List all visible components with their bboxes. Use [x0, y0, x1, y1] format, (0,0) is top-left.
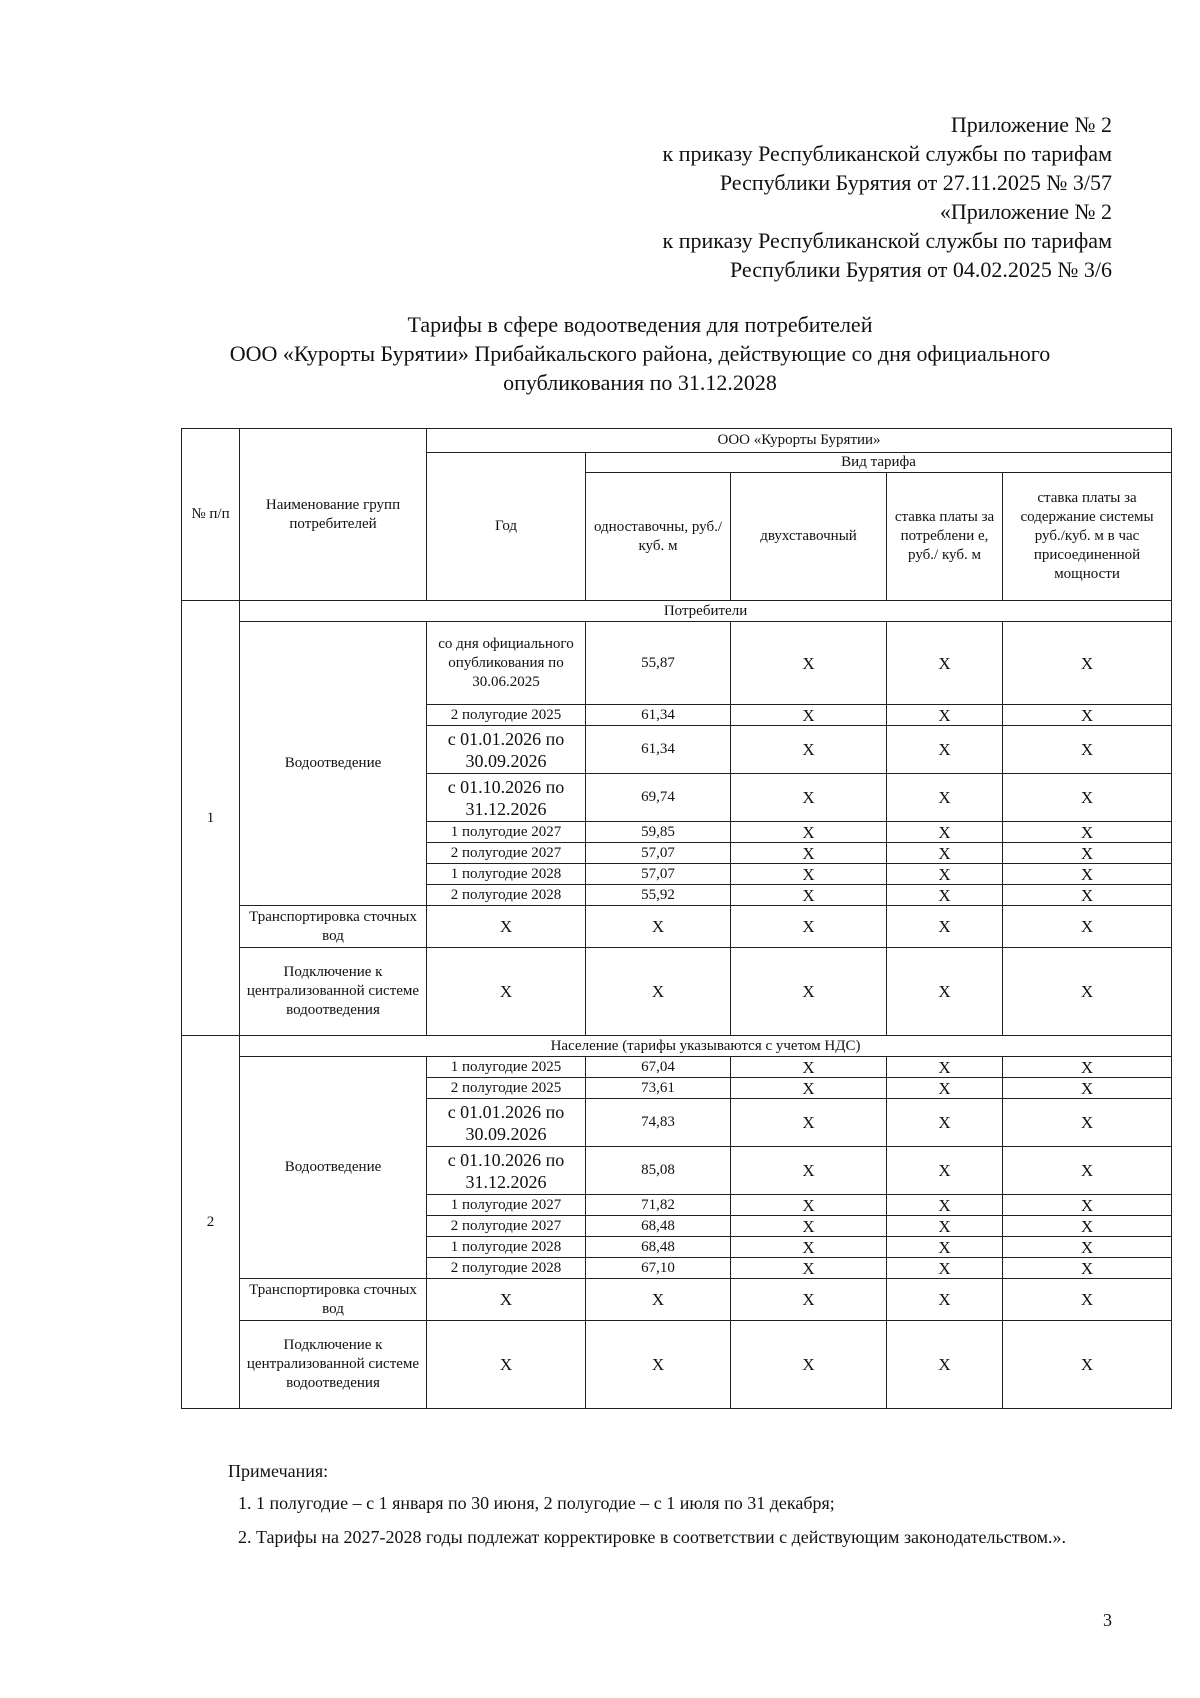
period-cell: с 01.01.2026 по 30.09.2026 [427, 1099, 586, 1147]
notes-title: Примечания: [228, 1461, 329, 1481]
not-applicable-mark: Х [427, 1279, 586, 1321]
period-cell: с 01.01.2026 по 30.09.2026 [427, 726, 586, 774]
not-applicable-mark: Х [427, 1321, 586, 1409]
not-applicable-mark: Х [1003, 906, 1172, 948]
not-applicable-mark: Х [887, 864, 1003, 885]
col-group-header: Наименование групп потребителей [240, 429, 427, 601]
not-applicable-mark: Х [1003, 1321, 1172, 1409]
not-applicable-mark: Х [1003, 864, 1172, 885]
service-name: Водоотведение [240, 622, 427, 906]
not-applicable-mark: Х [887, 726, 1003, 774]
not-applicable-mark: Х [731, 885, 887, 906]
section-title: Население (тарифы указываются с учетом НДС) [240, 1036, 1172, 1057]
not-applicable-mark: Х [1003, 726, 1172, 774]
single-rate-cell: 67,04 [586, 1057, 731, 1078]
not-applicable-mark: Х [1003, 843, 1172, 864]
transport-service-name: Транспортировка сточных вод [240, 1279, 427, 1321]
single-rate-cell: 57,07 [586, 843, 731, 864]
not-applicable-mark: Х [731, 622, 887, 705]
not-applicable-mark: Х [586, 1279, 731, 1321]
single-rate-cell: 61,34 [586, 726, 731, 774]
not-applicable-mark: Х [586, 906, 731, 948]
period-cell: 1 полугодие 2027 [427, 1195, 586, 1216]
col-single-header: одноставочны, руб./ куб. м [586, 473, 731, 601]
single-rate-cell: 68,48 [586, 1237, 731, 1258]
not-applicable-mark: Х [731, 1321, 887, 1409]
not-applicable-mark: Х [731, 1258, 887, 1279]
single-rate-cell: 67,10 [586, 1258, 731, 1279]
single-rate-cell: 85,08 [586, 1147, 731, 1195]
not-applicable-mark: Х [427, 906, 586, 948]
col-consumption-header: ставка платы за потреблени е, руб./ куб. м [887, 473, 1003, 601]
not-applicable-mark: Х [887, 1258, 1003, 1279]
period-cell: 2 полугодие 2025 [427, 705, 586, 726]
not-applicable-mark: Х [1003, 885, 1172, 906]
section-title: Потребители [240, 601, 1172, 622]
org-header: ООО «Курорты Бурятии» [427, 429, 1172, 453]
header-line: «Приложение № 2 [939, 199, 1112, 224]
not-applicable-mark: Х [731, 1216, 887, 1237]
not-applicable-mark: Х [887, 843, 1003, 864]
not-applicable-mark: Х [887, 622, 1003, 705]
not-applicable-mark: Х [1003, 1237, 1172, 1258]
section-number: 1 [182, 601, 240, 1036]
not-applicable-mark: Х [586, 948, 731, 1036]
not-applicable-mark: Х [1003, 1057, 1172, 1078]
section-number: 2 [182, 1036, 240, 1409]
not-applicable-mark: Х [731, 1279, 887, 1321]
not-applicable-mark: Х [887, 906, 1003, 948]
single-rate-cell: 61,34 [586, 705, 731, 726]
period-cell: 1 полугодие 2028 [427, 864, 586, 885]
not-applicable-mark: Х [1003, 1195, 1172, 1216]
notes-section [228, 1457, 1163, 1557]
col-maintenance-header: ставка платы за содержание системы руб./куб. м в час присоединенной мощности [1003, 473, 1172, 601]
not-applicable-mark: Х [731, 1078, 887, 1099]
not-applicable-mark: Х [887, 1078, 1003, 1099]
not-applicable-mark: Х [427, 948, 586, 1036]
period-cell: с 01.10.2026 по 31.12.2026 [427, 774, 586, 822]
not-applicable-mark: Х [887, 1057, 1003, 1078]
not-applicable-mark: Х [1003, 774, 1172, 822]
not-applicable-mark: Х [731, 705, 887, 726]
tariff-kind-header: Вид тарифа [586, 453, 1172, 473]
transport-service-name: Транспортировка сточных вод [240, 906, 427, 948]
header-line: к приказу Республиканской службы по тарифам [662, 141, 1112, 166]
period-cell: 2 полугодие 2025 [427, 1078, 586, 1099]
appendix-header [663, 110, 1112, 284]
not-applicable-mark: Х [887, 1321, 1003, 1409]
not-applicable-mark: Х [1003, 948, 1172, 1036]
not-applicable-mark: Х [731, 1099, 887, 1147]
document-title [0, 310, 1200, 397]
single-rate-cell: 57,07 [586, 864, 731, 885]
header-line: к приказу Республиканской службы по тарифам [662, 228, 1112, 253]
period-cell: 2 полугодие 2028 [427, 1258, 586, 1279]
not-applicable-mark: Х [731, 906, 887, 948]
note-item: 1. 1 полугодие – с 1 января по 30 июня, 2 полугодие – с 1 июля по 31 декабря; [256, 1489, 1163, 1517]
period-cell: с 01.10.2026 по 31.12.2026 [427, 1147, 586, 1195]
single-rate-cell: 73,61 [586, 1078, 731, 1099]
header-line: Республики Бурятия от 27.11.2025 № 3/57 [719, 170, 1112, 195]
not-applicable-mark: Х [887, 948, 1003, 1036]
not-applicable-mark: Х [731, 843, 887, 864]
col-year-header: Год [427, 453, 586, 601]
not-applicable-mark: Х [731, 774, 887, 822]
note-item: 2. Тарифы на 2027-2028 годы подлежат корректировке в соответствии с действующим законодательством.». [256, 1523, 1163, 1551]
not-applicable-mark: Х [887, 1147, 1003, 1195]
not-applicable-mark: Х [887, 705, 1003, 726]
period-cell: 2 полугодие 2028 [427, 885, 586, 906]
single-rate-cell: 74,83 [586, 1099, 731, 1147]
service-name: Водоотведение [240, 1057, 427, 1279]
single-rate-cell: 59,85 [586, 822, 731, 843]
title-line: Тарифы в сфере водоотведения для потребителей [407, 312, 873, 337]
period-cell: со дня официального опубликования по 30.06.2025 [427, 622, 586, 705]
single-rate-cell: 69,74 [586, 774, 731, 822]
tariff-row [182, 1057, 1172, 1078]
not-applicable-mark: Х [731, 822, 887, 843]
title-line: ООО «Курорты Бурятии» Прибайкальского района, действующие со дня официального [229, 341, 1051, 366]
not-applicable-mark: Х [1003, 1258, 1172, 1279]
header-line: Приложение № 2 [950, 112, 1112, 137]
single-rate-cell: 68,48 [586, 1216, 731, 1237]
title-line: опубликования по 31.12.2028 [503, 370, 777, 395]
single-rate-cell: 71,82 [586, 1195, 731, 1216]
not-applicable-mark: Х [1003, 622, 1172, 705]
period-cell: 2 полугодие 2027 [427, 1216, 586, 1237]
not-applicable-mark: Х [1003, 1216, 1172, 1237]
not-applicable-mark: Х [887, 1195, 1003, 1216]
period-cell: 1 полугодие 2025 [427, 1057, 586, 1078]
period-cell: 1 полугодие 2028 [427, 1237, 586, 1258]
not-applicable-mark: Х [1003, 1279, 1172, 1321]
not-applicable-mark: Х [1003, 1078, 1172, 1099]
col-num-header: № п/п [182, 429, 240, 601]
not-applicable-mark: Х [731, 948, 887, 1036]
not-applicable-mark: Х [731, 1195, 887, 1216]
connection-service-name: Подключение к централизованной системе водоотведения [240, 948, 427, 1036]
not-applicable-mark: Х [887, 774, 1003, 822]
tariff-table [181, 428, 1172, 1409]
not-applicable-mark: Х [887, 1237, 1003, 1258]
not-applicable-mark: Х [1003, 705, 1172, 726]
connection-service-name: Подключение к централизованной системе водоотведения [240, 1321, 427, 1409]
not-applicable-mark: Х [586, 1321, 731, 1409]
period-cell: 1 полугодие 2027 [427, 822, 586, 843]
not-applicable-mark: Х [731, 726, 887, 774]
not-applicable-mark: Х [731, 1147, 887, 1195]
header-line: Республики Бурятия от 04.02.2025 № 3/6 [729, 257, 1112, 282]
not-applicable-mark: Х [1003, 822, 1172, 843]
not-applicable-mark: Х [1003, 1147, 1172, 1195]
not-applicable-mark: Х [731, 864, 887, 885]
single-rate-cell: 55,87 [586, 622, 731, 705]
col-double-header: двухставочный [731, 473, 887, 601]
page-number: 3 [1103, 1610, 1112, 1630]
not-applicable-mark: Х [731, 1057, 887, 1078]
period-cell: 2 полугодие 2027 [427, 843, 586, 864]
not-applicable-mark: Х [1003, 1099, 1172, 1147]
not-applicable-mark: Х [731, 1237, 887, 1258]
tariff-row [182, 622, 1172, 705]
not-applicable-mark: Х [887, 885, 1003, 906]
single-rate-cell: 55,92 [586, 885, 731, 906]
not-applicable-mark: Х [887, 1279, 1003, 1321]
not-applicable-mark: Х [887, 822, 1003, 843]
not-applicable-mark: Х [887, 1216, 1003, 1237]
not-applicable-mark: Х [887, 1099, 1003, 1147]
